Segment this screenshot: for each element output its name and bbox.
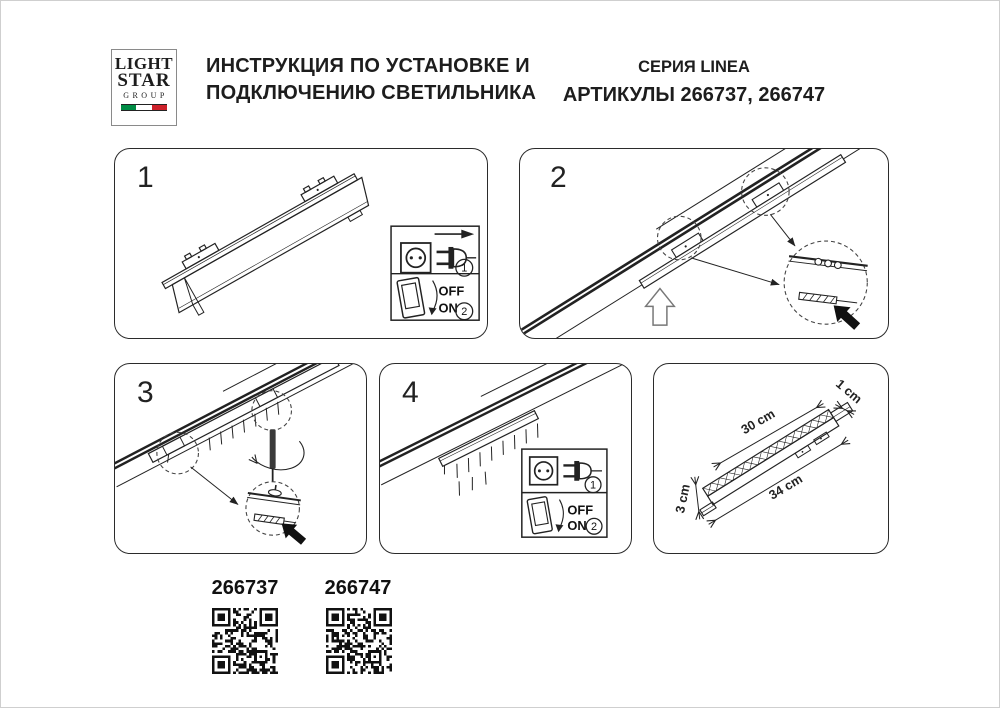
logo-word-group: GROUP [123,91,168,100]
on-label: ON [567,518,587,534]
step-number-1: 1 [137,161,154,194]
step-1-illustration [115,149,487,338]
qr-code [212,608,278,674]
dim-label-3cm: 3 cm [672,482,693,515]
step-number-3: 3 [137,376,154,409]
on-label: ON [438,300,458,316]
push-up-arrow [646,289,675,326]
fixture-isometric [156,161,381,323]
series-block [546,58,842,107]
dimension-lines [695,404,854,525]
dim-line-3cm [695,477,700,520]
italian-flag-stripe [121,104,167,111]
page-title [206,53,536,107]
svg-text:2: 2 [461,306,468,319]
svg-text:1: 1 [461,262,468,275]
flag-green [121,105,136,110]
step-panel-4 [379,363,632,554]
title-line-1: ИНСТРУКЦИЯ ПО УСТАНОВКЕ И [206,55,530,77]
pointer-line [191,467,238,505]
qr-article-label: 266747 [324,577,392,599]
svg-text:2: 2 [591,521,598,534]
pointer-line-right [770,214,795,246]
flag-white [136,105,151,110]
step-panel-2 [519,148,889,339]
pointer-line-left [691,258,779,285]
logo-word-star: STAR [117,70,171,91]
dim-label-30cm: 30 cm [738,405,778,438]
step-2-illustration [520,149,888,338]
title-line-2: ПОДКЛЮЧЕНИЮ СВЕТИЛЬНИКА [206,82,537,104]
flag-red [152,105,167,110]
svg-text:1: 1 [590,479,597,492]
step-panel-3 [114,363,367,554]
dimensions-illustration [654,364,888,553]
off-label: OFF [567,502,594,518]
rotation-arrow [252,441,304,470]
logo-word-light: LIGHT [114,54,174,73]
step-number-2: 2 [550,161,567,194]
detail-callout-circle [784,241,867,324]
dim-label-1cm: 1 cm [833,376,866,407]
off-label: OFF [438,283,465,299]
dimensions-panel [653,363,889,554]
step-number-4: 4 [402,376,419,409]
qr-article-label: 266737 [211,577,279,599]
lightstar-logo [111,49,177,126]
dim-label-34cm: 34 cm [766,470,805,503]
power-off-inset [391,226,479,320]
power-on-inset [522,449,607,537]
step-panel-1 [114,148,488,339]
qr-code [326,608,392,674]
series-name: СЕРИЯ LINEA [638,58,750,76]
article-numbers: АРТИКУЛЫ 266737, 266747 [562,84,826,106]
